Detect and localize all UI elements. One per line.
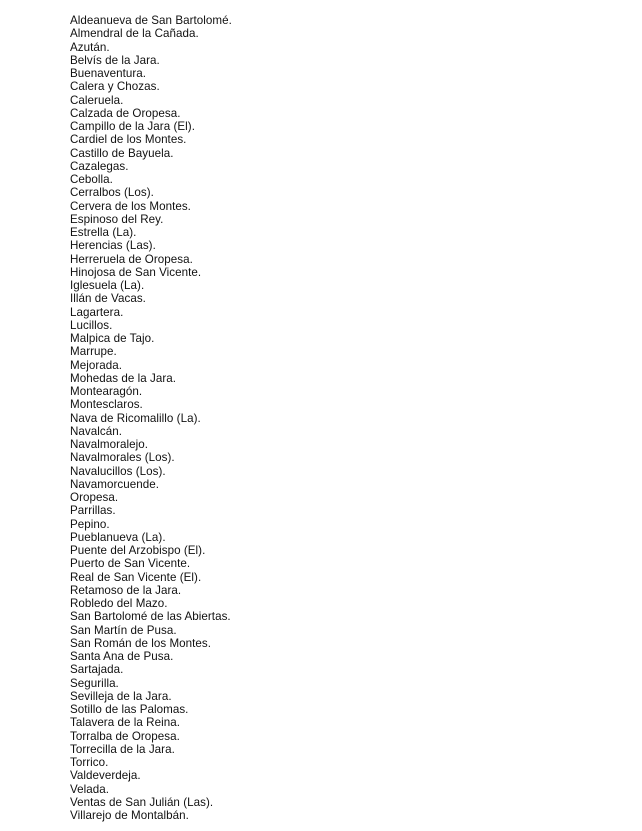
- list-item: Iglesuela (La).: [70, 279, 145, 292]
- list-item: Villarejo de Montalbán.: [70, 809, 189, 822]
- list-item: Castillo de Bayuela.: [70, 146, 174, 160]
- list-item: Segurilla.: [70, 676, 119, 690]
- list-item: Marrupe.: [70, 345, 117, 359]
- list-item: San Bartolomé de las Abiertas.: [70, 610, 231, 624]
- list-item: Estrella (La).: [70, 226, 137, 239]
- list-item: Torrico.: [70, 756, 109, 769]
- list-item: Lucillos.: [70, 318, 113, 332]
- list-item: Navalmorales (Los).: [70, 451, 175, 465]
- list-item: Mohedas de la Jara.: [70, 371, 177, 385]
- list-item: Sevilleja de la Jara.: [70, 689, 172, 703]
- list-item: Sotillo de las Palomas.: [70, 703, 189, 716]
- list-item: Talavera de la Reina.: [70, 716, 180, 730]
- list-item: Montesclaros.: [70, 398, 143, 412]
- list-item: Torralba de Oropesa.: [70, 729, 180, 743]
- list-item: Cerralbos (Los).: [70, 186, 154, 200]
- list-item: Robledo del Mazo.: [70, 597, 168, 610]
- list-item: Herreruela de Oropesa.: [70, 252, 193, 266]
- list-item: San Román de los Montes.: [70, 636, 212, 650]
- list-item: Nava de Ricomalillo (La).: [70, 411, 201, 425]
- list-item: Valdeverdeja.: [70, 769, 141, 783]
- list-item: Herencias (Las).: [70, 239, 156, 253]
- list-item: Illán de Vacas.: [70, 292, 146, 306]
- list-item: Navalucillos (Los).: [70, 464, 166, 478]
- list-item: Cervera de los Montes.: [70, 199, 191, 213]
- list-item: Retamoso de la Jara.: [70, 583, 182, 597]
- list-item: Santa Ana de Pusa.: [70, 650, 174, 663]
- list-item: Torrecilla de la Jara.: [70, 742, 175, 756]
- list-item: Puerto de San Vicente.: [70, 557, 191, 571]
- list-item: Hinojosa de San Vicente.: [70, 265, 202, 279]
- list-item: Velada.: [70, 782, 110, 796]
- list-item: Aldeanueva de San Bartolomé.: [70, 14, 232, 27]
- list-item: Montearagón.: [70, 385, 143, 398]
- list-item: Mejorada.: [70, 358, 123, 372]
- list-item: San Martín de Pusa.: [70, 623, 177, 637]
- list-item: Navamorcuende.: [70, 477, 159, 491]
- list-item: Navalcán.: [70, 424, 123, 438]
- list-item: Sartajada.: [70, 663, 124, 677]
- list-item: Calzada de Oropesa.: [70, 106, 181, 120]
- list-item: Campillo de la Jara (El).: [70, 120, 195, 133]
- list-item: Almendral de la Cañada.: [70, 27, 199, 41]
- list-item: Calera y Chozas.: [70, 80, 160, 94]
- list-item: Oropesa.: [70, 491, 119, 504]
- list-item: Ventas de San Julián (Las).: [70, 795, 214, 809]
- list-item: Pueblanueva (La).: [70, 530, 166, 544]
- list-item: Espinoso del Rey.: [70, 212, 164, 226]
- list-item: Caleruela.: [70, 93, 124, 107]
- list-item: Cebolla.: [70, 173, 113, 186]
- list-item: Real de San Vicente (El).: [70, 570, 202, 584]
- list-item: Cardiel de los Montes.: [70, 133, 187, 147]
- list-item: Puente del Arzobispo (El).: [70, 544, 206, 557]
- list-item: Malpica de Tajo.: [70, 332, 155, 345]
- list-item: Buenaventura.: [70, 67, 147, 80]
- list-item: Cazalegas.: [70, 159, 129, 173]
- list-item: Belvís de la Jara.: [70, 53, 160, 67]
- list-item: Lagartera.: [70, 305, 124, 319]
- municipality-list: [70, 14, 232, 822]
- list-item: Parrillas.: [70, 504, 116, 518]
- list-item: Navalmoralejo.: [70, 438, 149, 451]
- list-item: Azután.: [70, 40, 110, 54]
- list-item: Pepino.: [70, 517, 110, 531]
